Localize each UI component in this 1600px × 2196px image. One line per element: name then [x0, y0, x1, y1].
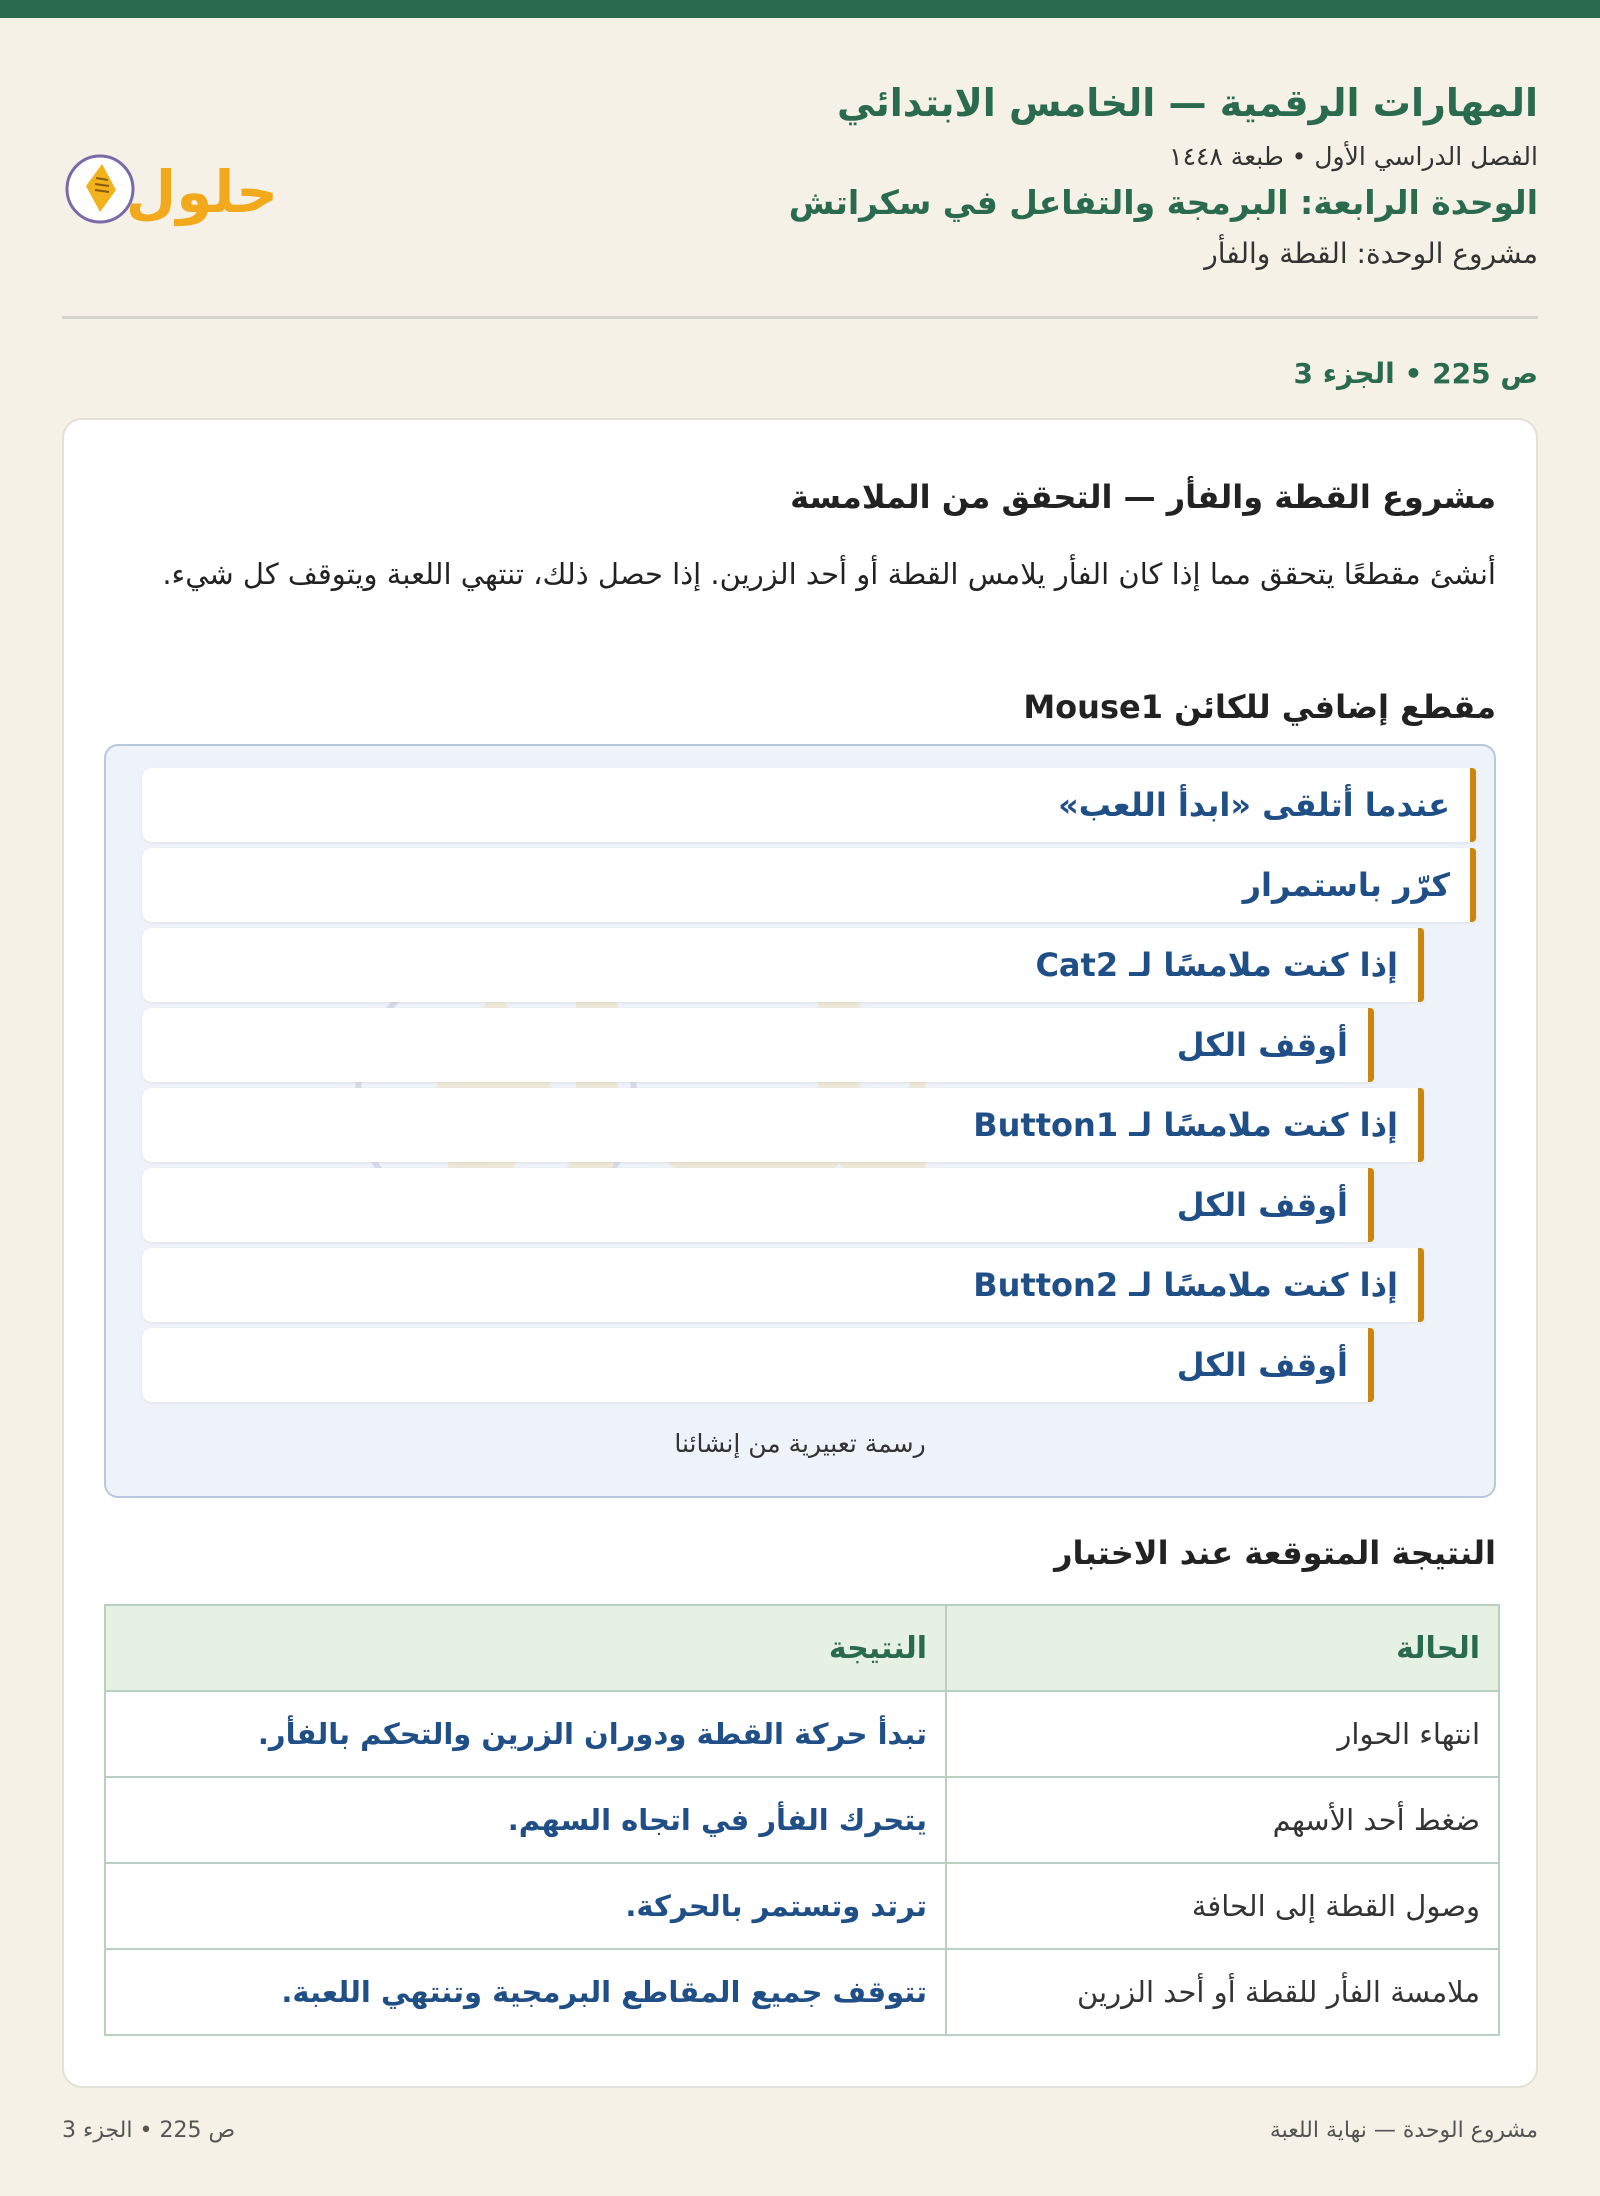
table-header-row	[105, 1605, 1499, 1691]
cell-condition: انتهاء الحوار	[946, 1691, 1499, 1777]
figure-caption: رسمة تعبيرية من إنشائنا	[674, 1429, 926, 1458]
card-description: أنشئ مقطعًا يتحقق مما إذا كان الفأر يلامس القطة أو أحد الزرين. إذا حصل ذلك، تنتهي اللعبة ويتوقف كل شيء.	[162, 557, 1496, 591]
footer-page-number: ص 225 • الجزء 3	[62, 2118, 236, 2143]
block-stop-all-2[interactable]: أوقف الكل	[142, 1168, 1374, 1242]
book-title: المهارات الرقمية — الخامس الابتدائي	[837, 81, 1538, 125]
footer-section-label: مشروع الوحدة — نهاية اللعبة	[1269, 2118, 1538, 2143]
logo-text: حلول	[125, 158, 279, 226]
cell-condition: ملامسة الفأر للقطة أو أحد الزرين	[946, 1949, 1499, 2035]
table-row	[105, 1777, 1499, 1863]
block-stop-all-1[interactable]: أوقف الكل	[142, 1008, 1374, 1082]
cell-condition: ضغط أحد الأسهم	[946, 1777, 1499, 1863]
header-condition: الحالة	[946, 1605, 1499, 1691]
content-card	[62, 418, 1538, 2088]
block-when-receive[interactable]: عندما أتلقى «ابدأ اللعب»	[142, 768, 1476, 842]
block-stop-all-3[interactable]: أوقف الكل	[142, 1328, 1374, 1402]
cell-result: يتحرك الفأر في اتجاه السهم.	[105, 1777, 946, 1863]
table-row	[105, 1863, 1499, 1949]
cell-result: تتوقف جميع المقاطع البرمجية وتنتهي اللعبة.	[105, 1949, 946, 2035]
table-row	[105, 1691, 1499, 1777]
cell-result: تبدأ حركة القطة ودوران الزرين والتحكم بالفأر.	[105, 1691, 946, 1777]
block-forever[interactable]: كرّر باستمرار	[142, 848, 1476, 922]
script-title: مقطع إضافي للكائن Mouse1	[1023, 688, 1496, 726]
block-if-touching-button2[interactable]: إذا كنت ملامسًا لـ Button2	[142, 1248, 1424, 1322]
hulul-logo	[62, 134, 282, 244]
table-title: النتيجة المتوقعة عند الاختبار	[1054, 1534, 1496, 1572]
header-divider	[62, 316, 1538, 319]
block-if-touching-cat2[interactable]: إذا كنت ملامسًا لـ Cat2	[142, 928, 1424, 1002]
page-header	[62, 74, 1538, 284]
page-reference: ص 225 • الجزء 3	[1293, 357, 1538, 390]
project-title: مشروع الوحدة: القطة والفأر	[1204, 237, 1538, 270]
cell-result: ترتد وتستمر بالحركة.	[105, 1863, 946, 1949]
header-result: النتيجة	[105, 1605, 946, 1691]
table-row	[105, 1949, 1499, 2035]
scratch-code-panel	[104, 744, 1496, 1498]
results-table	[104, 1604, 1500, 2036]
cell-condition: وصول القطة إلى الحافة	[946, 1863, 1499, 1949]
semester-label: الفصل الدراسي الأول • طبعة ١٤٤٨	[1169, 142, 1538, 171]
header-text	[789, 74, 1538, 280]
top-accent-bar	[0, 0, 1600, 18]
block-if-touching-button1[interactable]: إذا كنت ملامسًا لـ Button1	[142, 1088, 1424, 1162]
unit-title: الوحدة الرابعة: البرمجة والتفاعل في سكراتش	[788, 183, 1538, 222]
card-title: مشروع القطة والفأر — التحقق من الملامسة	[790, 478, 1496, 516]
